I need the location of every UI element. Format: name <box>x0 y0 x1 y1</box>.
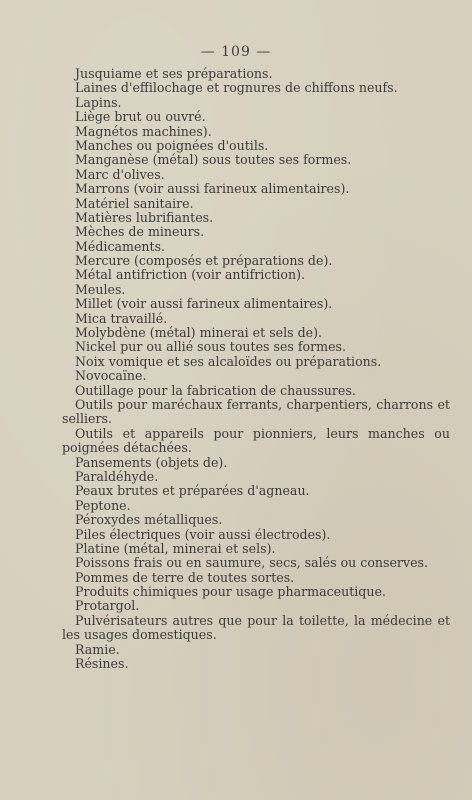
list-item: Produits chimiques pour usage pharmaceutique. <box>75 585 386 600</box>
list-item: Peaux brutes et préparées d'agneau. <box>75 484 310 499</box>
list-item: Médicaments. <box>75 239 166 254</box>
list-item: Liège brut ou ouvré. <box>75 110 206 125</box>
list-item: Piles électriques (voir aussi électrodes). <box>75 527 331 542</box>
list-item: Novocaïne. <box>75 369 147 384</box>
list-item: Mica travaillé. <box>75 311 168 326</box>
list-item: Péroxydes métalliques. <box>75 513 223 528</box>
list-item: Molybdène (métal) minerai et sels de). <box>75 326 323 341</box>
list-item: Nickel pur ou allié sous toutes ses formes. <box>75 340 347 355</box>
list-item: Marrons (voir aussi farineux alimentaires). <box>75 182 350 197</box>
list-item: Mercure (composés et préparations de). <box>75 254 333 269</box>
list-item: Ramie. <box>75 642 120 657</box>
list-item: Matières lubrifiantes. <box>75 210 214 225</box>
list-item: Protargol. <box>75 599 140 614</box>
list-item: Outillage pour la fabrication de chaussures. <box>75 383 356 398</box>
list-item: Outils pour maréchaux ferrants, charpentiers, charrons et selliers. <box>62 397 450 427</box>
list-item: Pansements (objets de). <box>75 455 228 470</box>
list-item: Marc d'olives. <box>75 167 165 182</box>
list-item: Magnétos machines). <box>75 124 212 139</box>
list-item: Manches ou poignées d'outils. <box>75 138 269 153</box>
list-item: Résines. <box>75 657 129 672</box>
list-item: Manganèse (métal) sous toutes ses formes. <box>75 153 352 168</box>
list-item: Noix vomique et ses alcaloïdes ou préparations. <box>75 354 382 369</box>
list-item: Pommes de terre de toutes sortes. <box>75 570 295 585</box>
list-item: Mèches de mineurs. <box>75 225 205 240</box>
list-item: Peptone. <box>75 498 131 513</box>
list-item: Jusquiame et ses préparations. <box>75 67 273 81</box>
list-item: Poissons frais ou en saumure, secs, salés ou conserves. <box>75 556 428 571</box>
list-item: Lapins. <box>75 95 122 110</box>
list-item: Meules. <box>75 282 126 297</box>
list-item: Métal antifriction (voir antifriction). <box>75 268 306 283</box>
list-item: Outils et appareils pour pionniers, leurs manches ou poignées détachées. <box>62 426 450 456</box>
list-item: Platine (métal, minerai et sels). <box>75 541 276 556</box>
list-item: Pulvérisateurs autres que pour la toilette, la médecine et les usages domestiques. <box>62 613 450 643</box>
page-number: — 109 — <box>200 44 272 60</box>
list-item: Paraldéhyde. <box>75 469 159 484</box>
list-item: Laines d'effilochage et rognures de chiffons neufs. <box>75 81 398 96</box>
list-item: Matériel sanitaire. <box>75 196 194 211</box>
list-item: Millet (voir aussi farineux alimentaires). <box>75 297 333 312</box>
entry-list <box>0 67 472 671</box>
